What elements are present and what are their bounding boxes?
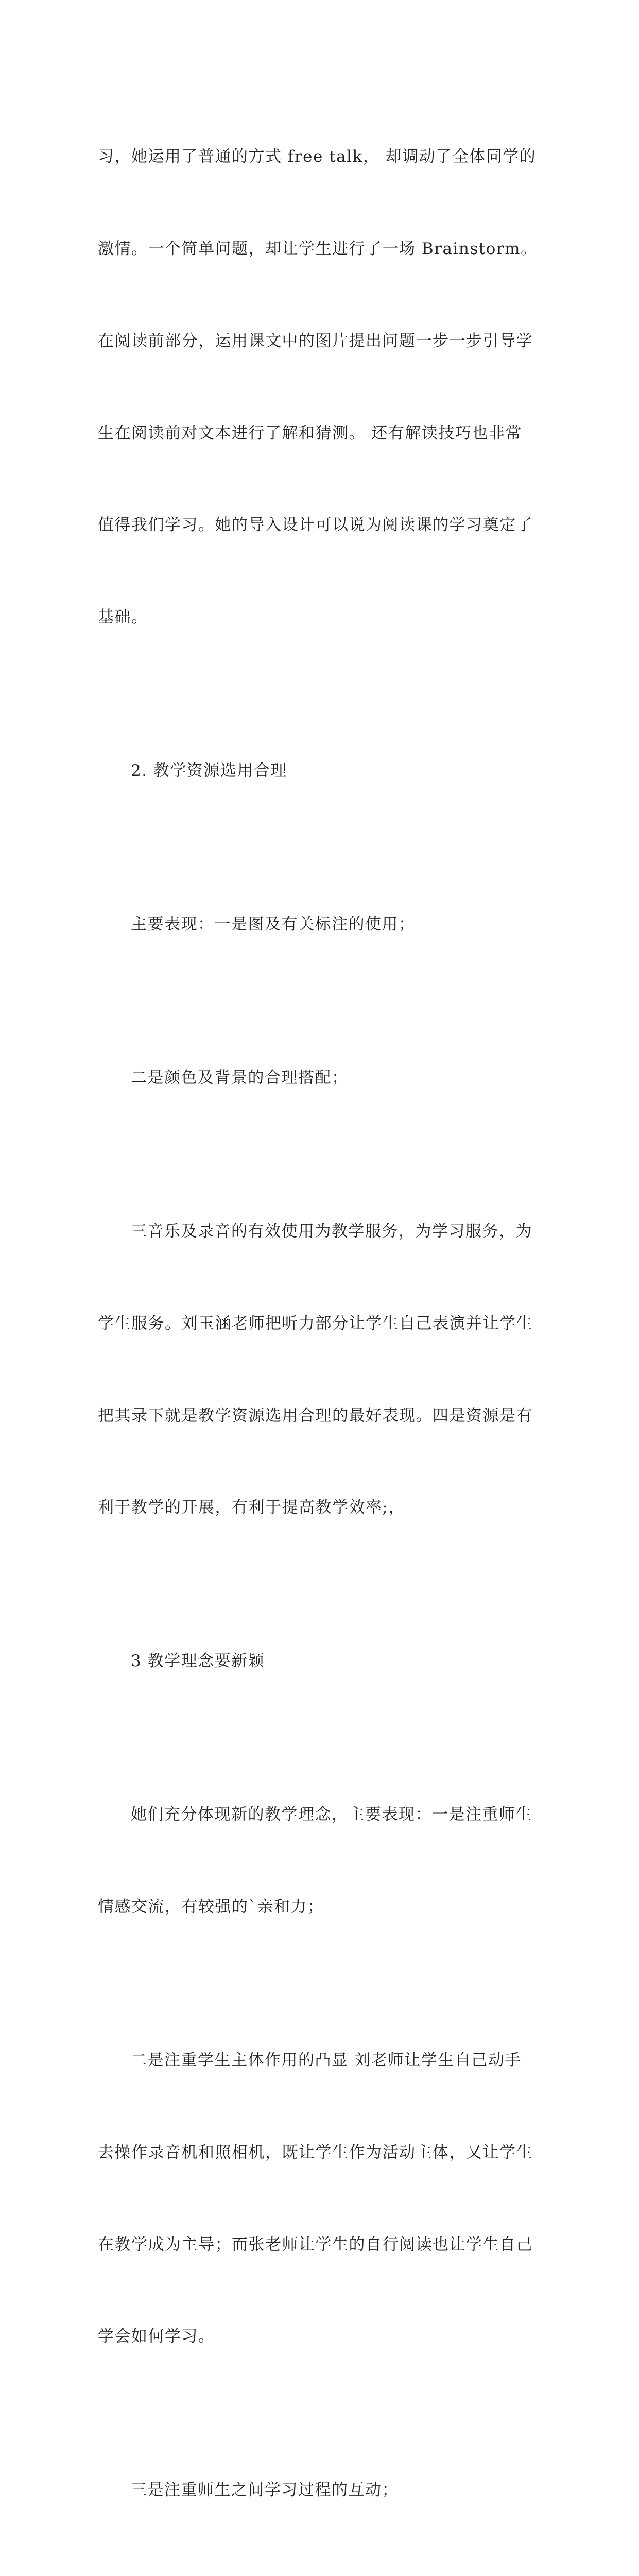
text-line: 生在阅读前对文本进行了解和猜测。 还有解读技巧也非常 bbox=[98, 423, 522, 443]
text-line: 激情。一个简单问题，却让学生进行了一场 Brainstorm。 bbox=[98, 239, 538, 258]
text-line: 学生服务。刘玉涵老师把听力部分让学生自己表演并让学生 bbox=[98, 1314, 533, 1333]
section-heading-2 bbox=[98, 694, 546, 848]
text-line: 三是注重师生之间学习过程的互动； bbox=[131, 2481, 399, 2500]
text-line: 习，她运用了普通的方式 free talk， 却调动了全体同学的 bbox=[98, 147, 537, 166]
text-line: 她们充分体现新的教学理念，主要表现：一是注重师生 bbox=[131, 1805, 532, 1824]
text-line: 在阅读前部分，运用课文中的图片提出问题一步一步引导学 bbox=[98, 331, 533, 350]
text-line: 基础。 bbox=[98, 608, 148, 627]
text-line: 二是注重学生主体作用的凸显 刘老师让学生自己动手 bbox=[131, 2051, 522, 2070]
text-line: 2. 教学资源选用合理 bbox=[131, 761, 287, 781]
paragraph-color-background bbox=[98, 1002, 546, 1155]
text-line: 情感交流，有较强的`亲和力； bbox=[98, 1897, 324, 1917]
paragraph-new-concept bbox=[98, 1738, 546, 1984]
paragraph-main-performance bbox=[98, 848, 546, 1002]
section-heading-3 bbox=[98, 1585, 546, 1738]
text-line: 二是颜色及背景的合理搭配； bbox=[131, 1069, 349, 1087]
text-line: 把其录下就是教学资源选用合理的最好表现。四是资源是有 bbox=[98, 1406, 533, 1425]
paragraph-teacher-guide bbox=[98, 2567, 546, 2576]
paragraph-student-subject bbox=[98, 1984, 546, 2414]
document-body bbox=[98, 80, 546, 2576]
text-line: 三音乐及录音的有效使用为教学服务，为学习服务，为 bbox=[131, 1222, 532, 1241]
paragraph-intro-continued bbox=[98, 80, 546, 694]
text-line: 主要表现：一是图及有关标注的使用； bbox=[131, 915, 416, 934]
paragraph-interaction bbox=[98, 2414, 546, 2567]
paragraph-music-recording bbox=[98, 1155, 546, 1585]
text-line: 在教学成为主导；而张老师让学生的自行阅读也让学生自己 bbox=[98, 2235, 533, 2254]
text-line: 3 教学理念要新颖 bbox=[131, 1652, 265, 1671]
text-line: 学会如何学习。 bbox=[98, 2327, 215, 2346]
text-line: 去操作录音机和照相机，既让学生作为活动主体，又让学生 bbox=[98, 2143, 533, 2162]
text-line: 利于教学的开展，有利于提高教学效率;， bbox=[98, 1498, 405, 1517]
text-line: 值得我们学习。她的导入设计可以说为阅读课的学习奠定了 bbox=[98, 516, 533, 535]
